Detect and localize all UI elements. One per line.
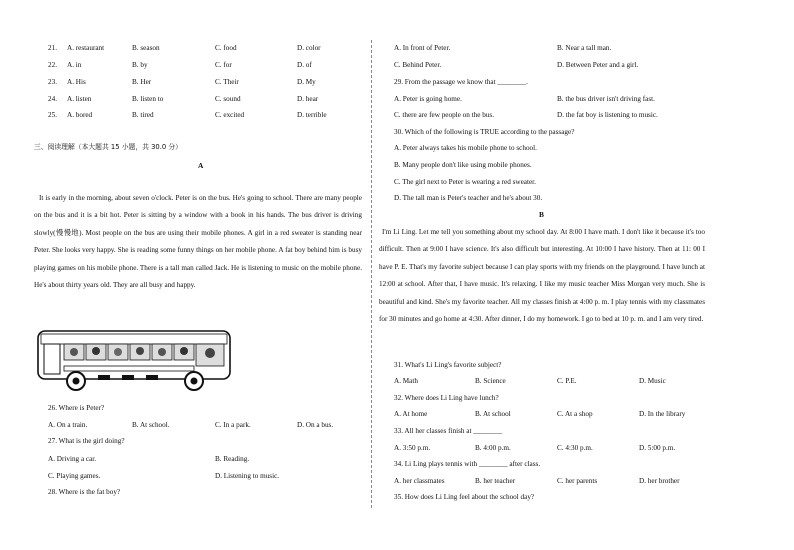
question-29-stem: 29. From the passage we know that ________. (394, 78, 528, 86)
option-a: A. In front of Peter. (394, 44, 451, 52)
option-a: A. listen (67, 95, 92, 103)
option-a: A. Driving a car. (48, 455, 97, 463)
option-b: B. the bus driver isn't driving fast. (557, 95, 655, 103)
question-30-stem: 30. Which of the following is TRUE according to the passage? (394, 128, 575, 136)
option-c: C. food (215, 44, 237, 52)
option-a: A. Peter is going home. (394, 95, 462, 103)
option-b: B. Her (132, 78, 152, 86)
question-28-stem: 28. Where is the fat boy? (48, 488, 121, 496)
option-b: B. 4:00 p.m. (475, 444, 511, 452)
column-divider (371, 40, 372, 508)
option-c: C. excited (215, 111, 245, 119)
option-a: A. her classmates (394, 477, 445, 485)
question-31-stem: 31. What's Li Ling's favorite subject? (394, 361, 502, 369)
question-number: 24. (48, 95, 57, 103)
question-32-stem: 32. Where does Li Ling have lunch? (394, 394, 499, 402)
option-b: B. tired (132, 111, 154, 119)
option-c: C. for (215, 61, 232, 69)
question-27-stem: 27. What is the girl doing? (48, 437, 125, 445)
option-d: D. Listening to music. (215, 472, 280, 480)
passage-a-title: A (198, 161, 204, 170)
option-c: C. P.E. (557, 377, 577, 385)
option-d: D. the fat boy is listening to music. (557, 111, 658, 119)
question-35-stem: 35. How does Li Ling feel about the school day? (394, 493, 535, 501)
passage-a-text: It is early in the morning, about seven o'clock. Peter is on the bus. He's going to school. There are many people on the bus and it is a bit hot. Peter is sitting by a window with a book in his hands. The bus driver is driving slowly(慢慢地). Most people on the bus are using their mobile phones. A girl in a red sweater is standing near Peter. She looks very happy. She is reading some funny things on her mobile phone. A fat boy behind him is busy playing games on his mobile phone. There is a tall man called Jack. He is listening to music on the mobile phone. He's about thirty years old. They are all busy and happy. (34, 194, 362, 290)
passage-b-title: B (539, 210, 544, 219)
option-b: B. listen to (132, 95, 164, 103)
option-c: C. her parents (557, 477, 598, 485)
option-d: D. In the library (639, 410, 686, 418)
question-number: 22. (48, 61, 57, 69)
option-d: D. On a bus. (297, 421, 334, 429)
question-30-option-b: B. Many people don't like using mobile phones. (394, 161, 532, 169)
option-c: C. Behind Peter. (394, 61, 442, 69)
option-c: C. Their (215, 78, 239, 86)
option-c: C. At a shop (557, 410, 593, 418)
question-34-stem: 34. Li Ling plays tennis with ________ after class. (394, 460, 541, 468)
question-30-option-d: D. The tall man is Peter's teacher and he's about 30. (394, 194, 543, 202)
option-c: C. 4:30 p.m. (557, 444, 593, 452)
option-a: A. At home (394, 410, 428, 418)
option-b: B. At school. (132, 421, 170, 429)
option-d: D. 5:00 p.m. (639, 444, 676, 452)
option-b: B. her teacher (475, 477, 516, 485)
question-number: 21. (48, 44, 57, 52)
passage-b-text: I'm Li Ling. Let me tell you something about my school day. At 8:00 I have math. I don't like it because it's too difficult. Then at 9:00 I have science. It's also difficult but interesting. At 10:00 I have history. Then at 11: 00 I have P. E. That's my favorite subject because I can play sports with my friends on the playground. I have lunch at 12:00 at school. After that, I have music. It's relaxing. I like my music teacher Miss Morgan very much. She is beautiful and kind. She's my favorite teacher. All my classes finish at 4:00 p. m. I play tennis with my classmates for 30 minutes and go home at 4:30. After dinner, I do my homework. I go to bed at 10 p. m. and I am very tired. (379, 228, 705, 324)
option-a: A. in (67, 61, 82, 69)
option-a: A. 3:50 p.m. (394, 444, 431, 452)
question-30-option-c: C. The girl next to Peter is wearing a red sweater. (394, 178, 536, 186)
option-a: A. bored (67, 111, 93, 119)
question-number: 25. (48, 111, 57, 119)
option-d: D. My (297, 78, 316, 86)
question-33-stem: 33. All her classes finish at ________ (394, 427, 502, 435)
option-d: D. hear (297, 95, 319, 103)
option-a: A. restaurant (67, 44, 105, 52)
option-d: D. terrible (297, 111, 327, 119)
option-d: D. Music (639, 377, 666, 385)
option-b: B. season (132, 44, 160, 52)
option-a: A. On a train. (48, 421, 88, 429)
option-c: C. Playing games. (48, 472, 101, 480)
option-c: C. there are few people on the bus. (394, 111, 494, 119)
option-b: B. Reading. (215, 455, 250, 463)
option-b: B. At school (475, 410, 511, 418)
option-d: D. Between Peter and a girl. (557, 61, 639, 69)
question-number: 23. (48, 78, 57, 86)
option-d: D. of (297, 61, 312, 69)
bus-illustration (36, 329, 232, 395)
option-a: A. His (67, 78, 86, 86)
option-d: D. color (297, 44, 321, 52)
question-26-stem: 26. Where is Peter? (48, 404, 105, 412)
option-a: A. Math (394, 377, 418, 385)
option-c: C. sound (215, 95, 241, 103)
option-c: C. In a park. (215, 421, 251, 429)
option-b: B. by (132, 61, 148, 69)
option-d: D. her brother (639, 477, 680, 485)
section-title: 三、阅读理解（本大题共 15 小题，共 30.0 分） (34, 143, 182, 151)
option-b: B. Science (475, 377, 506, 385)
question-30-option-a: A. Peter always takes his mobile phone to school. (394, 144, 537, 152)
option-b: B. Near a tall man. (557, 44, 612, 52)
